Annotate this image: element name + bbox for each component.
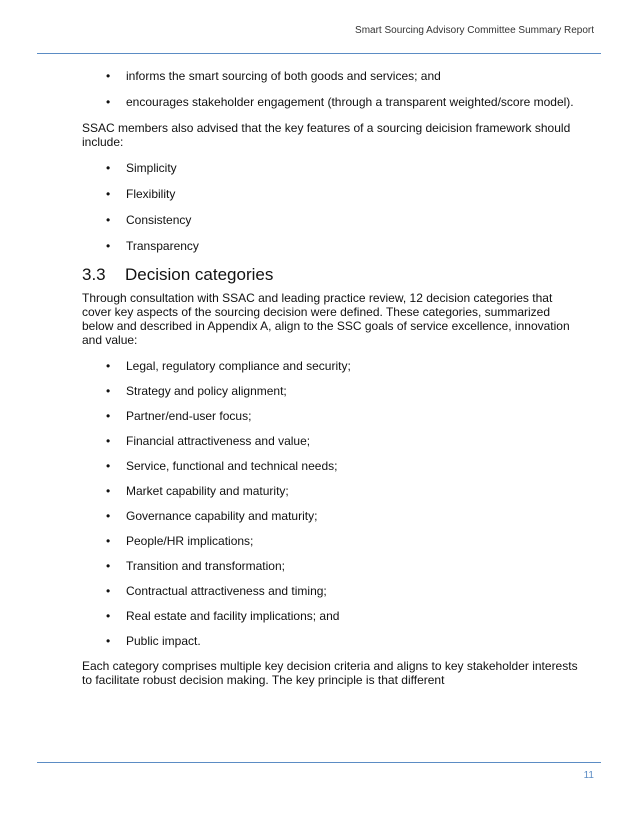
section-heading (82, 265, 582, 285)
list-item-text: Transparency (126, 239, 199, 253)
list-item-text: Consistency (126, 213, 192, 227)
bullet-icon: • (106, 359, 111, 373)
bullet-icon: • (106, 634, 111, 648)
bullet-icon: • (106, 213, 111, 227)
section-number: 3.3 (82, 265, 106, 284)
section-title: Decision categories (125, 265, 274, 284)
list-item-text: encourages stakeholder engagement (through a transparent weighted/score model). (126, 95, 574, 109)
categories-list (82, 359, 582, 648)
list-item-text: Public impact. (126, 634, 201, 648)
list-item (82, 95, 582, 109)
bullet-icon: • (106, 69, 111, 83)
list-item (82, 187, 582, 201)
footer-rule (37, 762, 601, 763)
list-item-text: Market capability and maturity; (126, 484, 289, 498)
paragraph-categories-intro: Through consultation with SSAC and leading practice review, 12 decision categories that cover key aspects of the sourcing decision were defined. These categories, summarized below and described in Appendix A, align to the SSC goals of service excellence, innovation and value: (82, 291, 570, 347)
list-item-text: Transition and transformation; (126, 559, 285, 573)
header-rule (37, 53, 601, 54)
list-item (82, 459, 582, 473)
bullet-icon: • (106, 509, 111, 523)
bullet-icon: • (106, 409, 111, 423)
list-item-text: Strategy and policy alignment; (126, 384, 287, 398)
bullet-list-top (82, 69, 582, 109)
list-item (82, 359, 582, 373)
list-item (82, 534, 582, 548)
list-item (82, 609, 582, 623)
paragraph-closing: Each category comprises multiple key decision criteria and aligns to key stakeholder interests to facilitate robust decision making. The key principle is that different (82, 659, 578, 687)
list-item-text: People/HR implications; (126, 534, 254, 548)
bullet-icon: • (106, 534, 111, 548)
list-item-text: Partner/end-user focus; (126, 409, 252, 423)
list-item (82, 434, 582, 448)
list-item (82, 213, 582, 227)
page-content (82, 69, 582, 699)
list-item-text: Governance capability and maturity; (126, 509, 318, 523)
bullet-icon: • (106, 584, 111, 598)
list-item (82, 634, 582, 648)
bullet-icon: • (106, 161, 111, 175)
list-item (82, 69, 582, 83)
list-item (82, 509, 582, 523)
list-item (82, 239, 582, 253)
list-item-text: Flexibility (126, 187, 176, 201)
bullet-icon: • (106, 484, 111, 498)
list-item-text: Financial attractiveness and value; (126, 434, 311, 448)
bullet-icon: • (106, 95, 111, 109)
list-item-text: Simplicity (126, 161, 177, 175)
paragraph-features-intro: SSAC members also advised that the key features of a sourcing deicision framework should include: (82, 121, 571, 149)
list-item-text: Service, functional and technical needs; (126, 459, 338, 473)
page-number: 11 (583, 770, 594, 781)
list-item-text: informs the smart sourcing of both goods and services; and (126, 69, 441, 83)
bullet-icon: • (106, 559, 111, 573)
list-item (82, 409, 582, 423)
list-item-text: Contractual attractiveness and timing; (126, 584, 327, 598)
list-item (82, 161, 582, 175)
bullet-icon: • (106, 187, 111, 201)
list-item (82, 584, 582, 598)
header-title: Smart Sourcing Advisory Committee Summary Report (355, 25, 594, 36)
list-item-text: Real estate and facility implications; and (126, 609, 340, 623)
bullet-icon: • (106, 384, 111, 398)
list-item (82, 384, 582, 398)
features-list (82, 161, 582, 253)
bullet-icon: • (106, 459, 111, 473)
bullet-icon: • (106, 609, 111, 623)
list-item-text: Legal, regulatory compliance and security; (126, 359, 351, 373)
bullet-icon: • (106, 434, 111, 448)
bullet-icon: • (106, 239, 111, 253)
list-item (82, 484, 582, 498)
list-item (82, 559, 582, 573)
